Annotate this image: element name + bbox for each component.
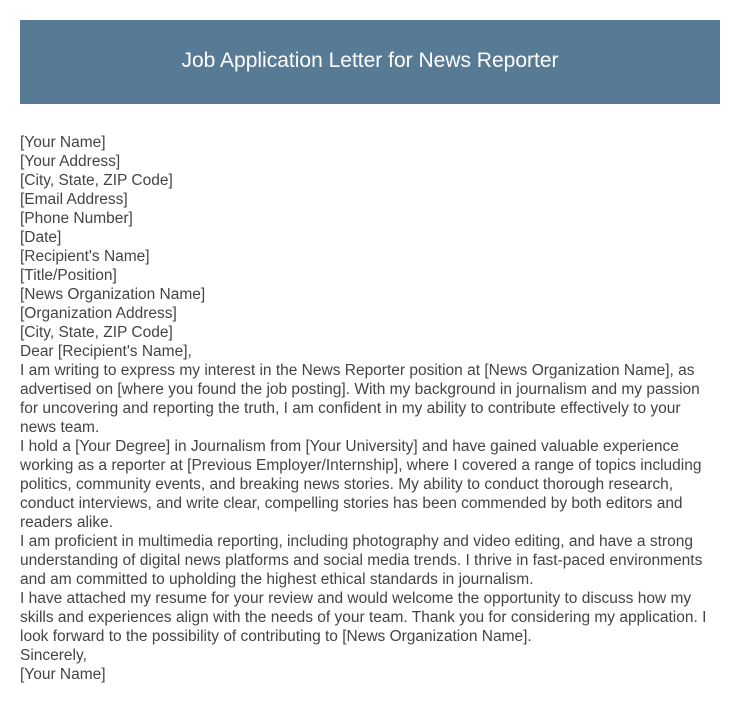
salutation: Dear [Recipient's Name],: [20, 343, 192, 360]
sender-name: [Your Name]: [20, 134, 106, 151]
recipient-address: [Organization Address]: [20, 305, 177, 322]
sender-city-state-zip: [City, State, ZIP Code]: [20, 172, 173, 189]
page-title: Job Application Letter for News Reporter: [181, 49, 559, 72]
letter-body: [20, 133, 720, 684]
paragraph-skills: I am proficient in multimedia reporting, including photography and video editing, and have a strong understanding of digital news platforms and social media trends. I thrive in fast-paced environments and am committed to upholding the highest ethical standards in journalism.: [20, 533, 703, 588]
recipient-organization: [News Organization Name]: [20, 286, 206, 303]
sender-email: [Email Address]: [20, 191, 128, 208]
sender-phone: [Phone Number]: [20, 210, 133, 227]
sender-address: [Your Address]: [20, 153, 121, 170]
page-header: [20, 20, 720, 104]
recipient-city-state-zip: [City, State, ZIP Code]: [20, 324, 173, 341]
letter-date: [Date]: [20, 229, 62, 246]
paragraph-interest: I am writing to express my interest in the News Reporter position at [News Organization Name], as advertised on [where you found the job posting]. With my background in journalism and my passion for uncovering and reporting the truth, I am confident in my ability to contribute effectively to your news team.: [20, 362, 700, 436]
closing: Sincerely,: [20, 647, 87, 664]
signature: [Your Name]: [20, 666, 106, 683]
recipient-title: [Title/Position]: [20, 267, 117, 284]
paragraph-experience: I hold a [Your Degree] in Journalism from [Your University] and have gained valuable experience working as a reporter at [Previous Employer/Internship], where I covered a range of topics including politics, community events, and breaking news stories. My ability to conduct thorough research, conduct interviews, and write clear, compelling stories has been commended by both editors and readers alike.: [20, 438, 702, 531]
recipient-name: [Recipient's Name]: [20, 248, 150, 265]
paragraph-closing: I have attached my resume for your review and would welcome the opportunity to discuss how my skills and experiences align with the needs of your team. Thank you for considering my application. I look forward to the possibility of contributing to [News Organization Name].: [20, 590, 707, 645]
